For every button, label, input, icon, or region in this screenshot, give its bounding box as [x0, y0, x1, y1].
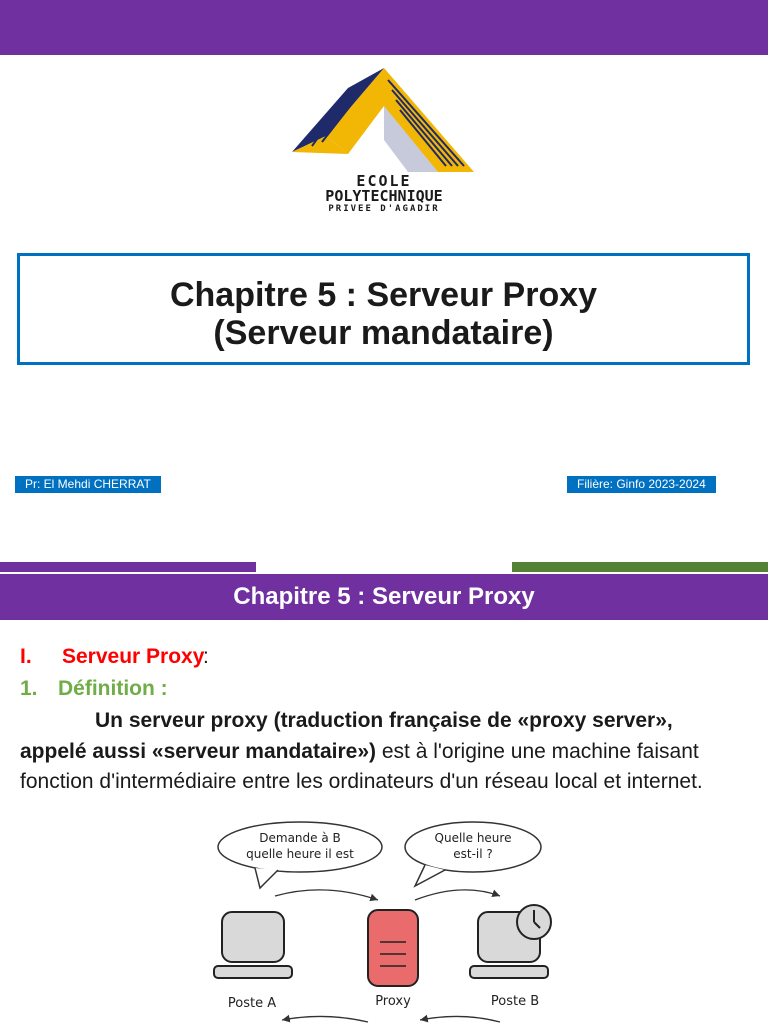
poste-b-icon [470, 905, 551, 978]
subsection-title: Définition : [58, 677, 168, 700]
section-colon: : [203, 645, 209, 668]
label-poste-b: Poste B [490, 994, 540, 1009]
top-purple-bar [0, 0, 768, 55]
logo-text [288, 174, 480, 214]
slide-title-line1: Chapitre 5 : Serveur Proxy [169, 276, 598, 314]
label-poste-a: Poste A [227, 996, 277, 1011]
paragraph-bold-2: appelé aussi «serveur mandataire») [20, 739, 377, 763]
paragraph-line2 [20, 737, 761, 768]
poste-a-icon [214, 912, 292, 978]
proxy-server-icon [368, 910, 418, 986]
slide2-header: Chapitre 5 : Serveur Proxy [0, 574, 768, 620]
logo-emblem-icon [288, 66, 480, 176]
logo-line-ecole: ECOLE [356, 172, 412, 190]
paragraph-bold-1: Un serveur proxy (traduction française de «proxy server», [95, 709, 673, 732]
proxy-diagram [200, 820, 570, 1024]
subsection-number: 1. [20, 677, 38, 700]
section-number: I. [20, 645, 32, 668]
section-title: Serveur Proxy [62, 645, 205, 668]
bubble-right [405, 822, 541, 886]
school-logo [288, 66, 480, 218]
paragraph-rest-2: fonction d'intermédiaire entre les ordinateurs d'un réseau local et internet. [20, 770, 703, 793]
author-tag: Pr: El Mehdi CHERRAT [15, 476, 161, 493]
paragraph-rest-1: est à l'origine une machine faisant [376, 739, 699, 763]
divider-purple [0, 562, 256, 572]
arrow-proxy-to-a [282, 1016, 368, 1022]
arrow-a-to-proxy [275, 890, 378, 900]
paragraph-line1 [20, 706, 761, 737]
bubble-left [218, 822, 382, 888]
definition-paragraph [20, 706, 761, 798]
logo-line-polytechnique: POLYTECHNIQUE [325, 187, 443, 205]
title-box [17, 253, 750, 365]
bubble-left-line2: quelle heure il est [246, 847, 354, 861]
arrow-b-to-proxy [420, 1016, 500, 1022]
bubble-right-line1: Quelle heure [434, 831, 512, 845]
divider-green [512, 562, 768, 572]
bubble-left-line1: Demande à B [259, 831, 341, 845]
bubble-right-line2: est-il ? [453, 847, 493, 861]
arrow-proxy-to-b [415, 890, 500, 900]
label-proxy: Proxy [375, 994, 411, 1009]
filiere-tag: Filière: Ginfo 2023-2024 [567, 476, 716, 493]
slide-title-line2: (Serveur mandataire) [213, 314, 554, 352]
logo-line-privee: PRIVEE D'AGADIR [328, 204, 440, 214]
